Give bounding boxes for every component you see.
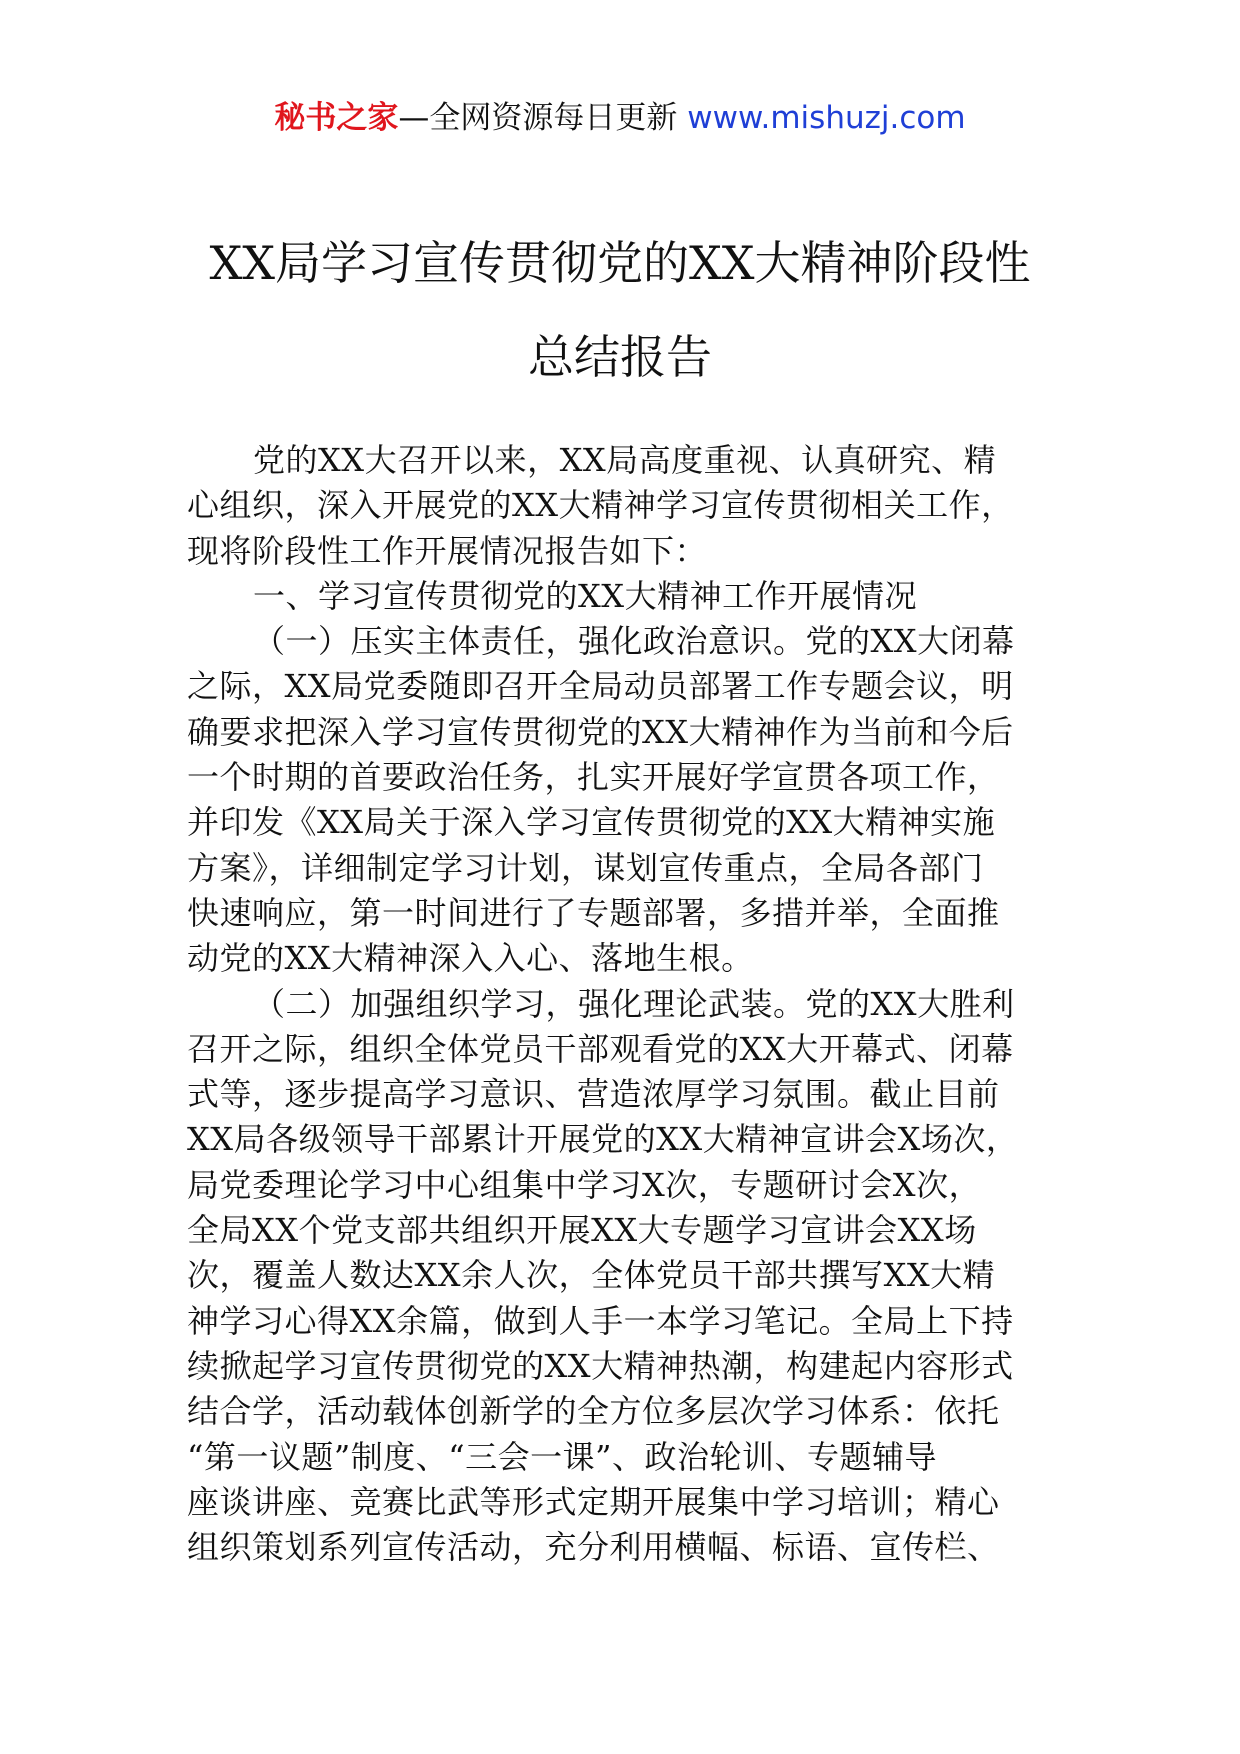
- paragraph-line: 次，覆盖人数达XX余人次，全体党员干部共撰写XX大精: [187, 1256, 996, 1295]
- paragraph-line: 方案》，详细制定学习计划，谋划宣传重点，全局各部门: [187, 848, 984, 887]
- paragraph-line: 党的XX大召开以来，XX局高度重视、认真研究、精: [253, 441, 997, 479]
- paragraph-line: 动党的XX大精神深入入心、落地生根。: [187, 939, 754, 978]
- paragraph-line: 续掀起学习宣传贯彻党的XX大精神热潮，构建起内容形式: [187, 1346, 1014, 1385]
- paragraph-line: 神学习心得XX余篇，做到人手一本学习笔记。全局上下持: [187, 1301, 1014, 1340]
- paragraph-line: 并印发《XX局关于深入学习宣传贯彻党的XX大精神实施: [187, 803, 996, 842]
- paragraph-line: XX局各级领导干部累计开展党的XX大精神宣讲会X场次，: [187, 1120, 1019, 1159]
- document-body: [187, 438, 1077, 1570]
- paragraph-line: 之际，XX局党委随即召开全局动员部署工作专题会议，明: [187, 667, 1014, 706]
- paragraph-line: 座谈讲座、竞赛比武等形式定期开展集中学习培训；精心: [187, 1482, 1000, 1521]
- site-url-link[interactable]: www.mishuzj.com: [687, 100, 966, 136]
- section-heading: 一、学习宣传贯彻党的XX大精神工作开展情况: [253, 576, 918, 615]
- site-tagline: —全网资源每日更新: [398, 100, 688, 136]
- paragraph-line: 一个时期的首要政治任务，扎实开展好学宣贯各项工作，: [187, 758, 1000, 797]
- paragraph-line: 全局XX个党支部共组织开展XX大专题学习宣讲会XX场: [187, 1211, 977, 1250]
- paragraph-line: 局党委理论学习中心组集中学习X次，专题研讨会X次，: [187, 1165, 982, 1204]
- paragraph-line: “第一议题”制度、“三会一课”、政治轮训、专题辅导: [187, 1437, 937, 1476]
- paragraph-line: 快速响应，第一时间进行了专题部署，多措并举，全面推: [187, 893, 1000, 932]
- paragraph-line: 式等，逐步提高学习意识、营造浓厚学习氛围。截止目前: [187, 1075, 1000, 1114]
- paragraph-line: 心组织，深入开展党的XX大精神学习宣传贯彻相关工作，: [187, 486, 1014, 525]
- site-header: [0, 98, 1240, 138]
- site-brand: 秘书之家: [274, 100, 399, 136]
- paragraph-line: 召开之际，组织全体党员干部观看党的XX大开幕式、闭幕: [187, 1029, 1014, 1068]
- paragraph-line: 确要求把深入学习宣传贯彻党的XX大精神作为当前和今后: [187, 712, 1014, 751]
- paragraph-line: 结合学，活动载体创新学的全方位多层次学习体系：依托: [187, 1392, 1000, 1431]
- document-title-line-2: 总结报告: [528, 330, 712, 384]
- paragraph-line: 现将阶段性工作开展情况报告如下：: [187, 531, 708, 570]
- paragraph-line: （二）加强组织学习，强化理论武装。党的XX大胜利: [253, 984, 1015, 1023]
- paragraph-line: 组织策划系列宣传活动，充分利用横幅、标语、宣传栏、: [187, 1528, 1000, 1567]
- paragraph-line: （一）压实主体责任，强化政治意识。党的XX大闭幕: [253, 622, 1015, 661]
- document-title-line-1: XX局学习宣传贯彻党的XX大精神阶段性: [209, 236, 1031, 290]
